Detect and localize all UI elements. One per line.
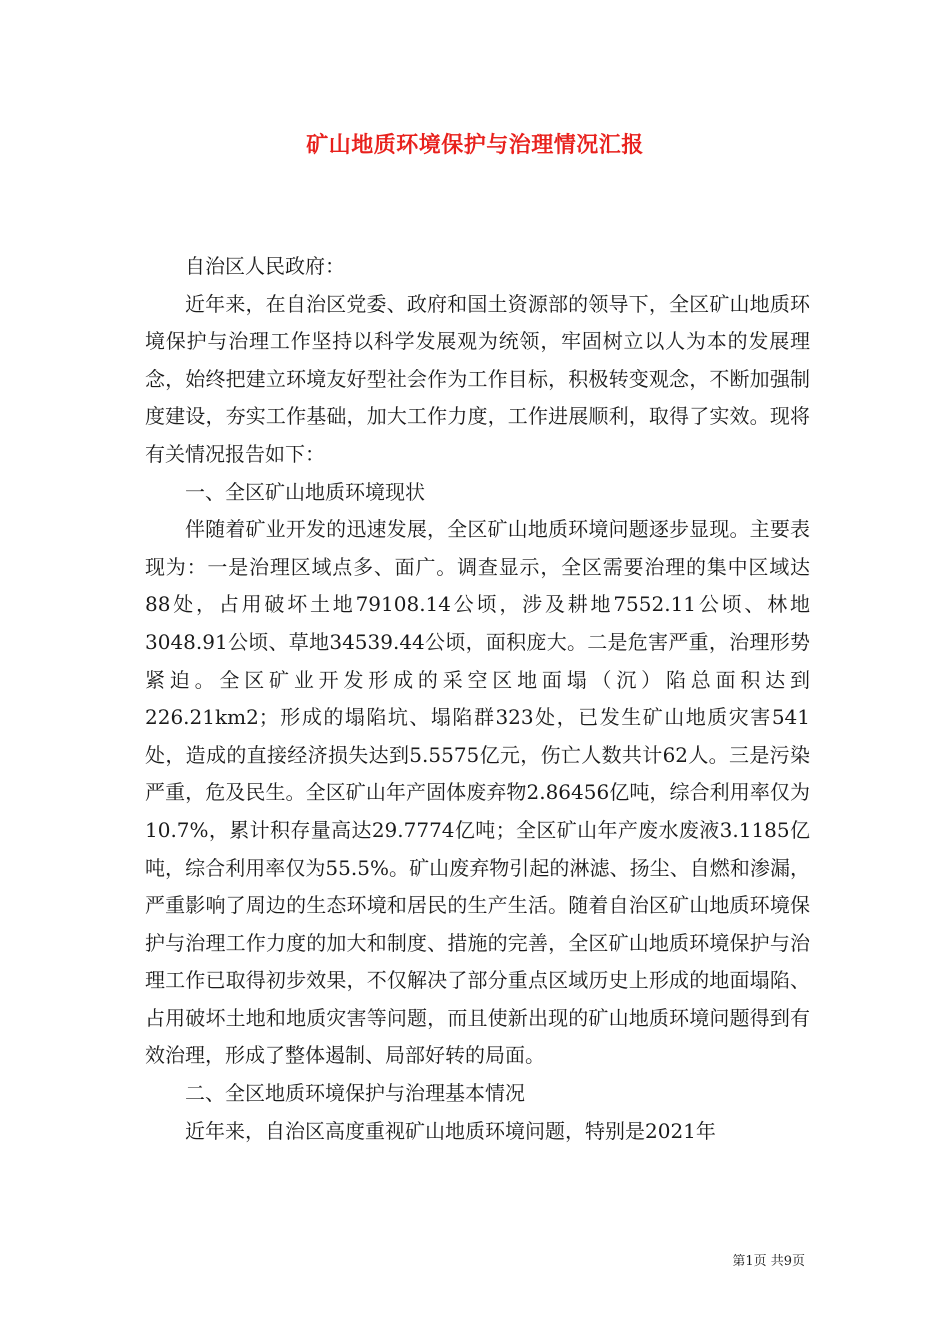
document-title: 矿山地质环境保护与治理情况汇报 — [306, 132, 644, 158]
paragraph-status: 伴随着矿业开发的迅速发展，全区矿山地质环境问题逐步显现。主要表现为：一是治理区域点多、面广。调查显示，全区需要治理的集中区域达88处，占用破坏土地79108.14公顷，涉及耕地7552.11公顷、林地3048.91公顷、草地34539.44公顷，面积庞大。二是危害严重，治理形势紧迫。全区矿业开发形成的采空区地面塌（沉）陷总面积达到226.21km2；形成的塌陷坑、塌陷群323处，已发生矿山地质灾害541处，造成的直接经济损失达到5.5575亿元，伤亡人数共计62人。三是污染严重，危及民生。全区矿山年产固体废弃物2.86456亿吨，综合利用率仅为10.7%，累计积存量高达29.7774亿吨；全区矿山年产废水废液3.1185亿吨，综合利用率仅为55.5%。矿山废弃物引起的淋滤、扬尘、自燃和渗漏，严重影响了周边的生态环境和居民的生产生活。随着自治区矿山地质环境保护与治理工作力度的加大和制度、措施的完善，全区矿山地质环境保护与治理工作已取得初步效果，不仅解决了部分重点区域历史上形成的地面塌陷、占用破坏土地和地质灾害等问题，而且使新出现的矿山地质环境问题得到有效治理，形成了整体遏制、局部好转的局面。 — [145, 517, 810, 1068]
section-heading-2: 二、全区地质环境保护与治理基本情况 — [185, 1081, 525, 1106]
document-body — [145, 248, 810, 1150]
paragraph-intro: 近年来，在自治区党委、政府和国土资源部的领导下，全区矿山地质环境保护与治理工作坚持以科学发展观为统领，牢固树立以人为本的发展理念，始终把建立环境友好型社会作为工作目标，积极转变观念，不断加强制度建设，夯实工作基础，加大工作力度，工作进展顺利，取得了实效。现将有关情况报告如下： — [145, 291, 810, 466]
paragraph-continuation: 近年来，自治区高度重视矿山地质环境问题，特别是2021年 — [185, 1118, 716, 1143]
section-heading-1: 一、全区矿山地质环境现状 — [185, 479, 425, 504]
page-number: 第1页 共9页 — [732, 1254, 805, 1269]
salutation: 自治区人民政府： — [185, 254, 345, 278]
